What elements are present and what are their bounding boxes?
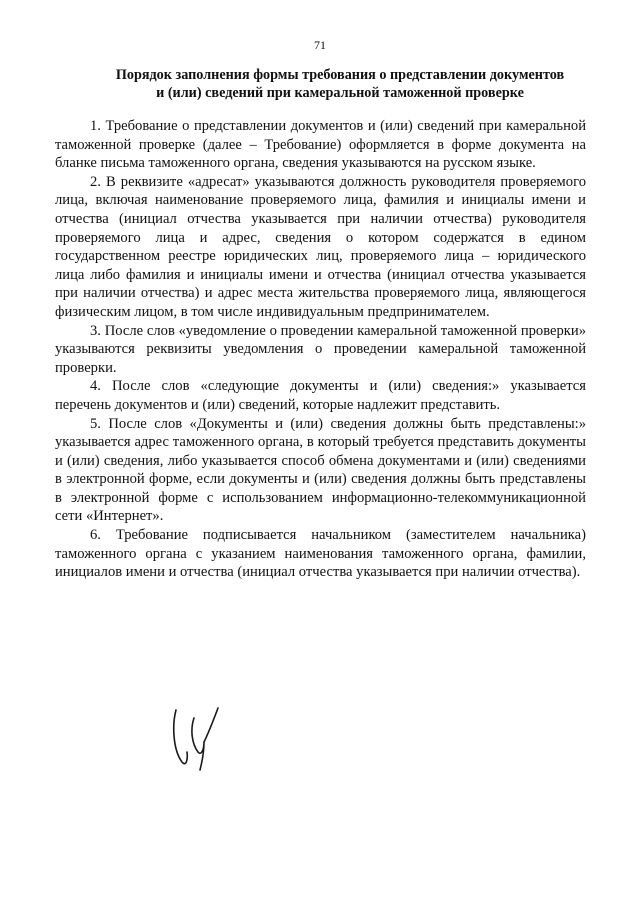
document-title — [90, 66, 590, 102]
paragraph-6: 6. Требование подписывается начальником (заместителем начальника) таможенного органа с указанием наименования таможенного органа, фамилии, инициалов имени и отчества (инициал отчества указывается при наличии отчества). — [55, 527, 586, 581]
title-line-1: Порядок заполнения формы требования о представлении документов — [115, 67, 565, 83]
page-number: 71 — [314, 38, 326, 52]
paragraph-5: 5. После слов «Документы и (или) сведения должны быть представлены:» указывается адрес таможенного органа, в который требуется представить документы и (или) сведения, либо указывается способ обмена документами и (или) сведениями в электронной форме, если документы и (или) сведения должны быть представлены в электронной форме с использованием информационно-телекоммуникационной сети «Интернет». — [55, 415, 586, 525]
handwritten-signature — [168, 700, 228, 780]
paragraph-3: 3. После слов «уведомление о проведении камеральной таможенной проверки» указываются реквизиты уведомления о проведении камеральной таможенной проверки. — [55, 322, 586, 376]
document-body — [55, 117, 586, 582]
paragraph-2: 2. В реквизите «адресат» указываются должность руководителя проверяемого лица, включая наименование проверяемого лица, фамилия и инициалы имени и отчества (инициал отчества указывается при наличии отчества) руководителя проверяемого лица и адрес, сведения о котором содержатся в едином государственном реестре юридических лиц, проверяемого лица – юридического лица либо фамилия и инициалы имени и отчества (инициал отчества указывается при наличии отчества) и адрес места жительства проверяемого лица, являющегося физическим лицом, в том числе индивидуальным предпринимателем. — [55, 173, 586, 320]
paragraph-1: 1. Требование о представлении документов и (или) сведений при камеральной таможенной проверке (далее – Требование) оформляется в форме документа на бланке письма таможенного органа, сведения указываются на русском языке. — [55, 118, 586, 172]
title-line-2: и (или) сведений при камеральной таможенной проверке — [156, 85, 524, 101]
paragraph-4: 4. После слов «следующие документы и (или) сведения:» указывается перечень документов и (или) сведений, которые надлежит представить. — [55, 378, 586, 413]
